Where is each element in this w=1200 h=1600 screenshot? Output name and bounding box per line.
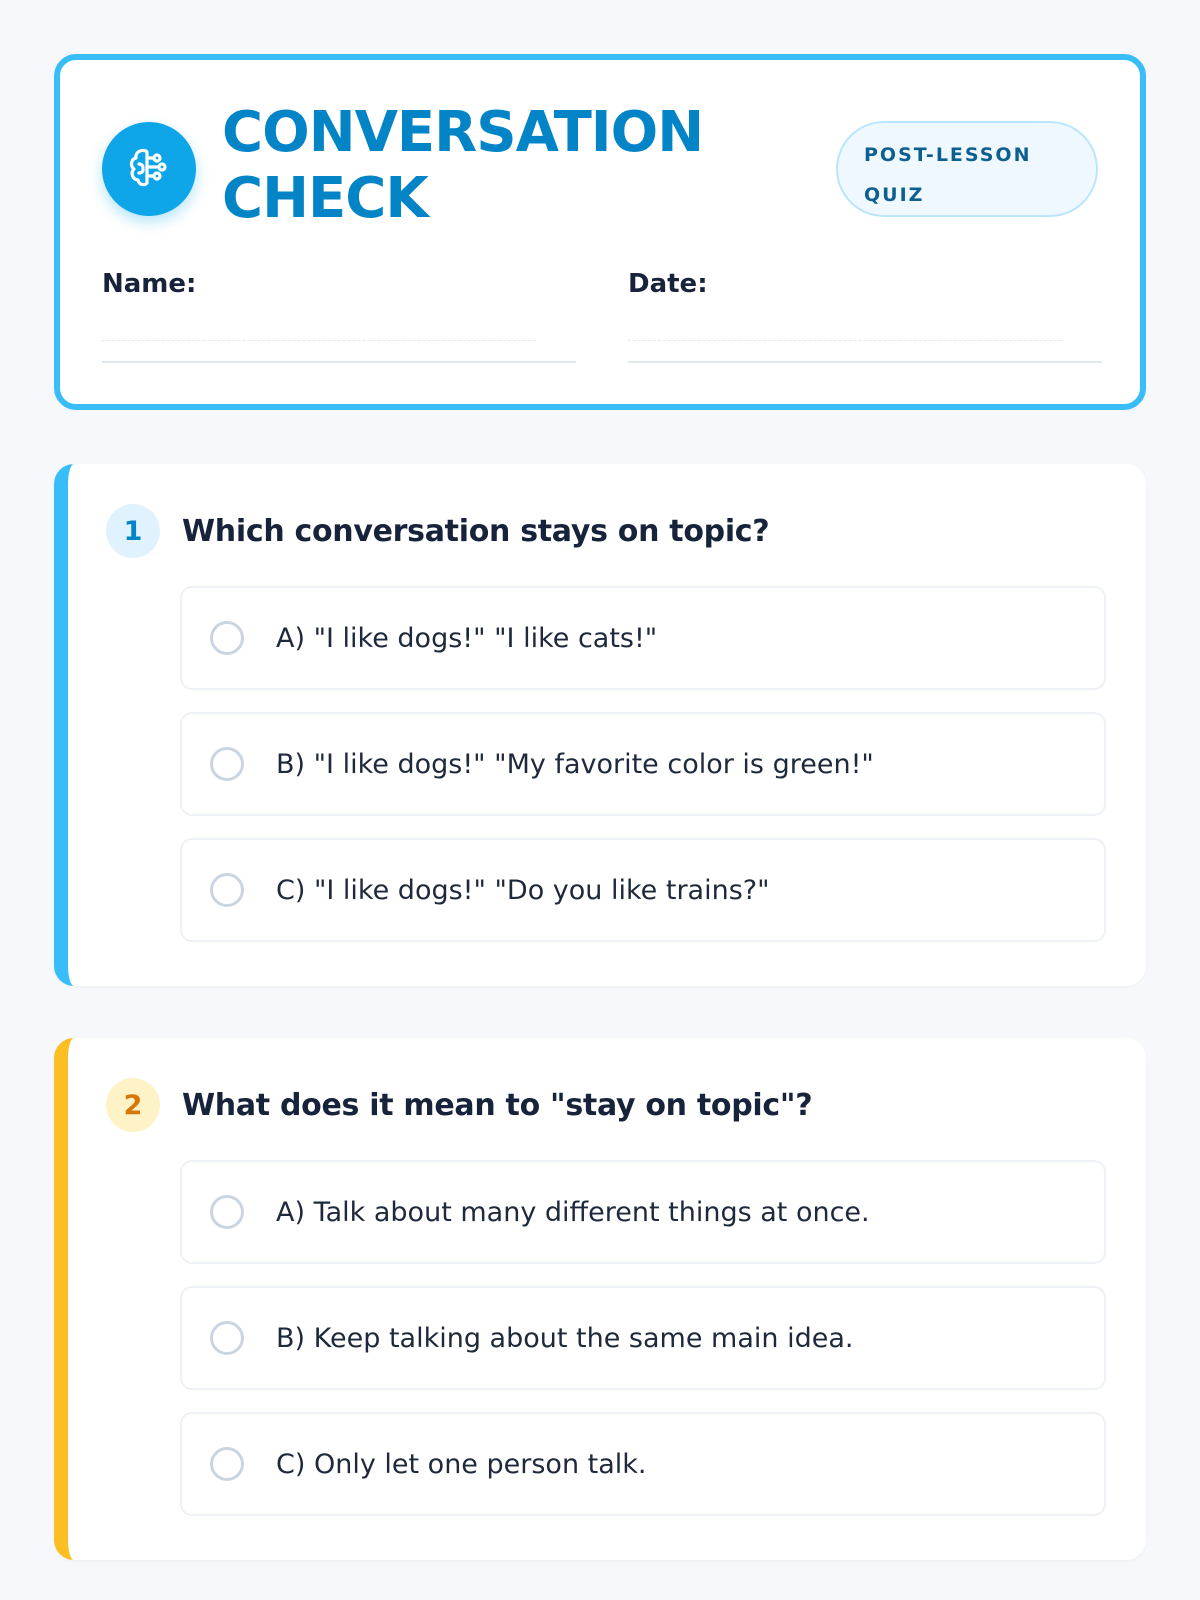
radio-button[interactable] bbox=[210, 1195, 244, 1229]
option-label: C) Only let one person talk. bbox=[276, 1448, 647, 1480]
header-card bbox=[54, 54, 1146, 410]
question-text: Which conversation stays on topic? bbox=[182, 513, 770, 549]
radio-button[interactable] bbox=[210, 873, 244, 907]
answer-option-c[interactable] bbox=[180, 838, 1106, 942]
option-label: A) "I like dogs!" "I like cats!" bbox=[276, 622, 658, 654]
quiz-type-badge bbox=[836, 121, 1098, 217]
question-card-2 bbox=[54, 1038, 1146, 1560]
name-field[interactable] bbox=[102, 268, 576, 363]
question-number-badge: 1 bbox=[106, 504, 160, 558]
date-field[interactable] bbox=[628, 268, 1102, 363]
answer-option-b[interactable] bbox=[180, 712, 1106, 816]
question-card-1 bbox=[54, 464, 1146, 986]
option-label: C) "I like dogs!" "Do you like trains?" bbox=[276, 874, 770, 906]
radio-button[interactable] bbox=[210, 1447, 244, 1481]
answer-option-a[interactable] bbox=[180, 1160, 1106, 1264]
radio-button[interactable] bbox=[210, 621, 244, 655]
question-header bbox=[106, 1078, 812, 1132]
quiz-page bbox=[54, 54, 1146, 1480]
name-underline bbox=[102, 361, 576, 363]
question-number-badge: 2 bbox=[106, 1078, 160, 1132]
date-underline bbox=[628, 361, 1102, 363]
date-write-line[interactable] bbox=[628, 340, 1062, 341]
badge-line-2: QUIZ bbox=[864, 184, 925, 206]
name-write-line[interactable] bbox=[102, 340, 536, 341]
radio-button[interactable] bbox=[210, 1321, 244, 1355]
page-title bbox=[222, 100, 703, 232]
title-line-1: CONVERSATION bbox=[222, 100, 704, 165]
option-label: B) "I like dogs!" "My favorite color is green!" bbox=[276, 748, 874, 780]
badge-line-1: POST-LESSON bbox=[864, 144, 1032, 166]
answer-options bbox=[180, 586, 1106, 964]
question-text: What does it mean to "stay on topic"? bbox=[182, 1087, 813, 1123]
question-header bbox=[106, 504, 769, 558]
answer-options bbox=[180, 1160, 1106, 1538]
name-label: Name: bbox=[102, 269, 197, 299]
brain-icon bbox=[124, 142, 174, 196]
radio-button[interactable] bbox=[210, 747, 244, 781]
option-label: A) Talk about many different things at once. bbox=[276, 1196, 870, 1228]
answer-option-c[interactable] bbox=[180, 1412, 1106, 1516]
answer-option-a[interactable] bbox=[180, 586, 1106, 690]
option-label: B) Keep talking about the same main idea. bbox=[276, 1322, 854, 1354]
logo bbox=[102, 122, 196, 216]
answer-option-b[interactable] bbox=[180, 1286, 1106, 1390]
date-label: Date: bbox=[628, 269, 708, 299]
title-line-2: CHECK bbox=[222, 166, 428, 231]
